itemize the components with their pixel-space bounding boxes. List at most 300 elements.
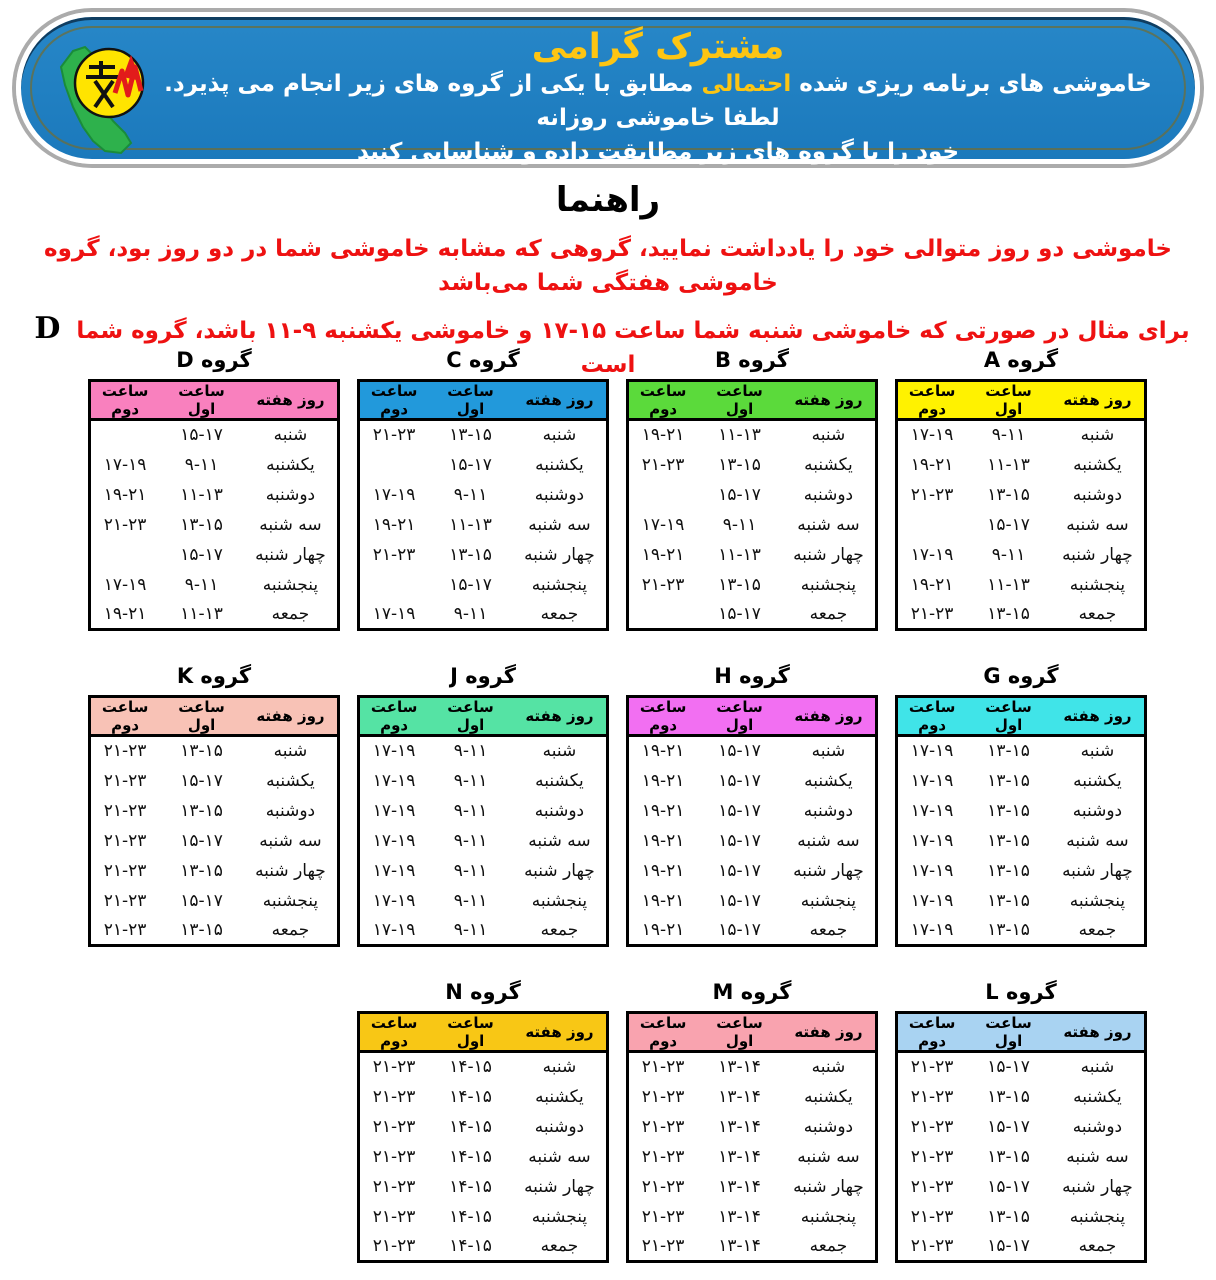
day-cell: جمعه <box>540 1235 579 1256</box>
first-hour-cell: ۱۳-۱۴ <box>718 1086 761 1107</box>
group-title-J: گروه J <box>450 664 516 688</box>
guide-line2-part1: برای مثال در صورتی که خاموشی شنبه شما ساعت ۱۵-۱۷ و خاموشی یکشنبه ۹-۱۱ باشد، گروه شما <box>76 318 1190 344</box>
first-hour-cell: ۹-۱۱ <box>453 830 488 851</box>
table-row <box>897 916 1146 946</box>
header-cell-hour2: ساعت دوم <box>628 381 698 420</box>
second-hour-cell: ۱۷-۱۹ <box>910 830 954 851</box>
group-title-A: گروه A <box>983 348 1059 372</box>
table-row <box>359 420 608 450</box>
table-row <box>359 570 608 600</box>
day-cell: شنبه <box>273 741 308 762</box>
second-hour-cell: ۲۱-۲۳ <box>910 1057 954 1078</box>
header-cell-hour2: ساعت دوم <box>359 1013 429 1052</box>
second-hour-cell: ۲۱-۲۳ <box>641 1116 685 1137</box>
table-row <box>90 600 339 630</box>
table-row <box>359 480 608 510</box>
day-cell: جمعه <box>540 603 579 624</box>
day-cell: شنبه <box>1080 741 1115 762</box>
example-group-letter: D <box>34 311 61 346</box>
day-cell: یکشنبه <box>266 454 315 475</box>
second-hour-cell: ۲۱-۲۳ <box>910 603 954 624</box>
day-cell: سه شنبه <box>1066 830 1129 851</box>
second-hour-cell: ۲۱-۲۳ <box>641 1086 685 1107</box>
header-cell-day: روز هفته <box>1051 1013 1146 1052</box>
first-hour-cell: ۹-۱۱ <box>991 425 1026 446</box>
day-cell: شنبه <box>811 741 846 762</box>
group-table-L <box>895 1011 1147 1263</box>
day-cell: پنجشنبه <box>531 574 588 595</box>
second-hour-cell: ۱۹-۲۱ <box>103 484 147 505</box>
group-H <box>626 664 878 947</box>
group-M <box>626 980 878 1263</box>
second-hour-cell: ۲۱-۲۳ <box>103 741 147 762</box>
header-cell-day: روز هفته <box>244 697 339 736</box>
second-hour-cell: ۱۹-۲۱ <box>641 890 685 911</box>
second-hour-cell: ۱۹-۲۱ <box>641 741 685 762</box>
first-hour-cell: ۱۴-۱۵ <box>449 1086 492 1107</box>
second-hour-cell: ۱۹-۲۱ <box>641 544 685 565</box>
header-cell-hour1: ساعت اول <box>428 697 513 736</box>
day-cell: پنجشنبه <box>800 574 857 595</box>
day-cell: جمعه <box>1078 919 1117 940</box>
first-hour-cell: ۱۱-۱۳ <box>718 425 761 446</box>
table-row <box>90 540 339 570</box>
header-row <box>897 697 1146 736</box>
table-row <box>628 886 877 916</box>
day-cell: سه شنبه <box>1066 514 1129 535</box>
banner-line1-highlight: احتمالی <box>701 71 792 97</box>
day-cell: شنبه <box>1080 1057 1115 1078</box>
second-hour-cell: ۲۱-۲۳ <box>910 1176 954 1197</box>
second-hour-cell: ۲۱-۲۳ <box>103 860 147 881</box>
group-C <box>357 348 609 631</box>
group-L <box>895 980 1147 1263</box>
table-row <box>90 570 339 600</box>
day-cell: دوشنبه <box>803 1116 854 1137</box>
banner-line2: خود را با گروه های زیر مطابقت داده و شناسایی کنید <box>356 139 960 165</box>
day-cell: یکشنبه <box>804 770 853 791</box>
first-hour-cell: ۱۳-۱۵ <box>718 574 761 595</box>
day-cell: دوشنبه <box>534 1116 585 1137</box>
day-cell: جمعه <box>809 1235 848 1256</box>
first-hour-cell: ۱۵-۱۷ <box>718 741 761 762</box>
day-cell: یکشنبه <box>535 454 584 475</box>
table-row <box>90 826 339 856</box>
header-cell-day: روز هفته <box>244 381 339 420</box>
header-cell-day: روز هفته <box>782 1013 877 1052</box>
second-hour-cell: ۱۷-۱۹ <box>910 770 954 791</box>
first-hour-cell: ۱۱-۱۳ <box>718 544 761 565</box>
second-hour-cell: ۲۱-۲۳ <box>641 1057 685 1078</box>
day-cell: سه شنبه <box>797 830 860 851</box>
day-cell: سه شنبه <box>259 514 322 535</box>
first-hour-cell: ۱۳-۱۵ <box>987 484 1030 505</box>
second-hour-cell: ۱۹-۲۱ <box>910 574 954 595</box>
day-cell: دوشنبه <box>803 800 854 821</box>
table-row <box>628 1112 877 1142</box>
table-row <box>90 450 339 480</box>
second-hour-cell: ۱۷-۱۹ <box>372 770 416 791</box>
day-cell: سه شنبه <box>1066 1146 1129 1167</box>
table-row <box>359 1112 608 1142</box>
first-hour-cell: ۱۳-۱۵ <box>180 800 223 821</box>
first-hour-cell: ۱۵-۱۷ <box>718 830 761 851</box>
header-cell-hour1: ساعت اول <box>159 381 244 420</box>
second-hour-cell: ۱۷-۱۹ <box>372 919 416 940</box>
second-hour-cell: ۲۱-۲۳ <box>910 1146 954 1167</box>
first-hour-cell: ۱۱-۱۳ <box>180 603 223 624</box>
first-hour-cell: ۱۵-۱۷ <box>987 1057 1030 1078</box>
banner-line1-part2: مطابق با یکی از گروه های زیر انجام می پذیرد. لطفا خاموشی روزانه <box>164 71 780 131</box>
day-cell: شنبه <box>811 1057 846 1078</box>
first-hour-cell: ۱۳-۱۵ <box>987 830 1030 851</box>
group-table-C <box>357 379 609 631</box>
table-row <box>90 766 339 796</box>
first-hour-cell: ۱۴-۱۵ <box>449 1057 492 1078</box>
first-hour-cell: ۱۳-۱۵ <box>987 919 1030 940</box>
guide-line1: خاموشی دو روز متوالی خود را یادداشت نمایید، گروهی که مشابه خاموشی شما در دو روز بود، گروه خاموشی هفتگی شما می‌باشد <box>44 236 1172 296</box>
second-hour-cell <box>628 600 698 630</box>
header-cell-hour1: ساعت اول <box>966 1013 1051 1052</box>
first-hour-cell: ۱۵-۱۷ <box>987 1235 1030 1256</box>
table-row <box>359 826 608 856</box>
table-row <box>359 766 608 796</box>
second-hour-cell <box>359 450 429 480</box>
day-cell: دوشنبه <box>1072 484 1123 505</box>
table-row <box>897 540 1146 570</box>
group-title-G: گروه G <box>983 664 1059 688</box>
group-table-B <box>626 379 878 631</box>
second-hour-cell: ۲۱-۲۳ <box>372 544 416 565</box>
table-row <box>628 510 877 540</box>
group-G <box>895 664 1147 947</box>
first-hour-cell: ۹-۱۱ <box>453 484 488 505</box>
day-cell: شنبه <box>542 1057 577 1078</box>
day-cell: چهار شنبه <box>1062 544 1133 565</box>
table-row <box>359 1202 608 1232</box>
first-hour-cell: ۱۵-۱۷ <box>987 1176 1030 1197</box>
second-hour-cell: ۲۱-۲۳ <box>641 1176 685 1197</box>
table-row <box>897 1232 1146 1262</box>
first-hour-cell: ۱۴-۱۵ <box>449 1116 492 1137</box>
table-row <box>359 916 608 946</box>
first-hour-cell: ۱۵-۱۷ <box>180 830 223 851</box>
header-row <box>359 1013 608 1052</box>
header-cell-hour2: ساعت دوم <box>359 697 429 736</box>
first-hour-cell: ۹-۱۱ <box>453 770 488 791</box>
table-row <box>359 736 608 766</box>
second-hour-cell: ۱۹-۲۱ <box>641 770 685 791</box>
group-title-D: گروه D <box>176 348 252 372</box>
day-cell: جمعه <box>809 603 848 624</box>
second-hour-cell: ۲۱-۲۳ <box>641 574 685 595</box>
table-row <box>897 510 1146 540</box>
first-hour-cell: ۱۵-۱۷ <box>180 770 223 791</box>
header-cell-hour2: ساعت دوم <box>628 697 698 736</box>
header-cell-hour2: ساعت دوم <box>628 1013 698 1052</box>
table-row <box>897 600 1146 630</box>
group-table-K <box>88 695 340 947</box>
header-cell-hour2: ساعت دوم <box>897 381 967 420</box>
second-hour-cell: ۲۱-۲۳ <box>372 1057 416 1078</box>
day-cell: دوشنبه <box>1072 1116 1123 1137</box>
second-hour-cell <box>359 570 429 600</box>
day-cell: جمعه <box>809 919 848 940</box>
table-row <box>628 1232 877 1262</box>
second-hour-cell: ۱۷-۱۹ <box>910 890 954 911</box>
header-cell-hour1: ساعت اول <box>159 697 244 736</box>
table-row <box>897 1112 1146 1142</box>
table-row <box>90 916 339 946</box>
day-cell: جمعه <box>540 919 579 940</box>
day-cell: پنجشنبه <box>800 890 857 911</box>
second-hour-cell: ۲۱-۲۳ <box>372 1146 416 1167</box>
table-row <box>90 480 339 510</box>
day-cell: چهار شنبه <box>793 1176 864 1197</box>
header-cell-day: روز هفته <box>513 1013 608 1052</box>
second-hour-cell: ۲۱-۲۳ <box>372 1206 416 1227</box>
table-row <box>359 510 608 540</box>
header-cell-hour1: ساعت اول <box>428 381 513 420</box>
day-cell: چهار شنبه <box>524 544 595 565</box>
second-hour-cell: ۲۱-۲۳ <box>372 1235 416 1256</box>
second-hour-cell <box>90 420 160 450</box>
table-row <box>359 1082 608 1112</box>
table-row <box>897 766 1146 796</box>
first-hour-cell: ۱۱-۱۳ <box>180 484 223 505</box>
first-hour-cell: ۱۳-۱۵ <box>987 603 1030 624</box>
first-hour-cell: ۱۳-۱۵ <box>987 860 1030 881</box>
first-hour-cell: ۱۳-۱۵ <box>987 741 1030 762</box>
first-hour-cell: ۱۳-۱۴ <box>718 1176 761 1197</box>
group-title-N: گروه N <box>445 980 521 1004</box>
day-cell: سه شنبه <box>797 514 860 535</box>
table-row <box>628 1052 877 1082</box>
group-table-D <box>88 379 340 631</box>
day-cell: جمعه <box>271 919 310 940</box>
first-hour-cell: ۱۱-۱۳ <box>449 514 492 535</box>
header-cell-hour2: ساعت دوم <box>90 697 160 736</box>
table-row <box>897 886 1146 916</box>
first-hour-cell: ۱۵-۱۷ <box>180 890 223 911</box>
table-row <box>628 1202 877 1232</box>
second-hour-cell: ۱۷-۱۹ <box>910 860 954 881</box>
second-hour-cell: ۲۱-۲۳ <box>910 1206 954 1227</box>
table-row <box>359 1052 608 1082</box>
day-cell: چهار شنبه <box>793 544 864 565</box>
day-cell: سه شنبه <box>259 830 322 851</box>
table-row <box>90 736 339 766</box>
power-company-logo-icon <box>43 41 165 163</box>
second-hour-cell: ۲۱-۲۳ <box>372 1086 416 1107</box>
first-hour-cell: ۱۵-۱۷ <box>718 484 761 505</box>
day-cell: شنبه <box>1080 425 1115 446</box>
first-hour-cell: ۱۵-۱۷ <box>718 603 761 624</box>
header-row <box>897 381 1146 420</box>
day-cell: چهار شنبه <box>255 860 326 881</box>
first-hour-cell: ۱۱-۱۳ <box>987 454 1030 475</box>
second-hour-cell: ۲۱-۲۳ <box>103 919 147 940</box>
second-hour-cell: ۱۷-۱۹ <box>372 890 416 911</box>
second-hour-cell: ۱۷-۱۹ <box>641 514 685 535</box>
first-hour-cell: ۱۳-۱۴ <box>718 1146 761 1167</box>
table-row <box>897 1142 1146 1172</box>
second-hour-cell: ۲۱-۲۳ <box>910 1116 954 1137</box>
day-cell: یکشنبه <box>1073 454 1122 475</box>
table-row <box>628 826 877 856</box>
day-cell: پنجشنبه <box>800 1206 857 1227</box>
first-hour-cell: ۹-۱۱ <box>184 454 219 475</box>
second-hour-cell: ۲۱-۲۳ <box>372 1176 416 1197</box>
table-row <box>628 796 877 826</box>
day-cell: یکشنبه <box>1073 1086 1122 1107</box>
second-hour-cell: ۲۱-۲۳ <box>103 514 147 535</box>
header-cell-hour1: ساعت اول <box>966 381 1051 420</box>
table-row <box>359 1232 608 1262</box>
second-hour-cell: ۱۷-۱۹ <box>372 860 416 881</box>
header-cell-day: روز هفته <box>782 697 877 736</box>
table-row <box>897 1202 1146 1232</box>
group-title-C: گروه C <box>446 348 520 372</box>
first-hour-cell: ۱۳-۱۵ <box>180 741 223 762</box>
second-hour-cell: ۱۷-۱۹ <box>372 484 416 505</box>
first-hour-cell: ۱۵-۱۷ <box>449 574 492 595</box>
table-row <box>359 796 608 826</box>
second-hour-cell: ۱۷-۱۹ <box>372 830 416 851</box>
first-hour-cell: ۱۳-۱۵ <box>180 860 223 881</box>
first-hour-cell: ۱۵-۱۷ <box>718 860 761 881</box>
first-hour-cell: ۹-۱۱ <box>453 890 488 911</box>
first-hour-cell: ۹-۱۱ <box>453 603 488 624</box>
first-hour-cell: ۱۵-۱۷ <box>180 544 223 565</box>
first-hour-cell: ۱۵-۱۷ <box>449 454 492 475</box>
header-row <box>359 697 608 736</box>
first-hour-cell: ۱۳-۱۵ <box>180 919 223 940</box>
banner-line1 <box>161 67 1155 135</box>
table-row <box>90 886 339 916</box>
header-row <box>359 381 608 420</box>
day-cell: یکشنبه <box>804 1086 853 1107</box>
group-title-M: گروه M <box>712 980 792 1004</box>
day-cell: چهار شنبه <box>793 860 864 881</box>
day-cell: یکشنبه <box>1073 770 1122 791</box>
schedule-tables-grid <box>88 348 1147 1263</box>
table-row <box>897 856 1146 886</box>
table-row <box>897 1052 1146 1082</box>
table-row <box>628 600 877 630</box>
day-cell: پنجشنبه <box>262 890 319 911</box>
first-hour-cell: ۱۳-۱۵ <box>180 514 223 535</box>
header-cell-day: روز هفته <box>513 697 608 736</box>
second-hour-cell: ۱۷-۱۹ <box>372 741 416 762</box>
first-hour-cell: ۱۳-۱۵ <box>987 1146 1030 1167</box>
day-cell: چهار شنبه <box>524 860 595 881</box>
table-row <box>628 1142 877 1172</box>
header-row <box>628 1013 877 1052</box>
first-hour-cell: ۱۳-۱۵ <box>987 1086 1030 1107</box>
first-hour-cell: ۱۴-۱۵ <box>449 1235 492 1256</box>
header-row <box>628 697 877 736</box>
second-hour-cell: ۲۱-۲۳ <box>641 1206 685 1227</box>
header-cell-hour2: ساعت دوم <box>897 1013 967 1052</box>
group-K <box>88 664 340 947</box>
day-cell: سه شنبه <box>528 830 591 851</box>
banner-text-block <box>161 17 1155 169</box>
day-cell: دوشنبه <box>534 484 585 505</box>
second-hour-cell: ۱۷-۱۹ <box>103 454 147 475</box>
day-cell: چهار شنبه <box>524 1176 595 1197</box>
table-row <box>897 796 1146 826</box>
table-row <box>628 766 877 796</box>
table-row <box>897 480 1146 510</box>
second-hour-cell: ۲۱-۲۳ <box>910 484 954 505</box>
day-cell: پنجشنبه <box>1069 574 1126 595</box>
day-cell: یکشنبه <box>535 1086 584 1107</box>
header-cell-hour1: ساعت اول <box>966 697 1051 736</box>
first-hour-cell: ۱۱-۱۳ <box>987 574 1030 595</box>
day-cell: سه شنبه <box>528 514 591 535</box>
header-cell-hour2: ساعت دوم <box>897 697 967 736</box>
first-hour-cell: ۹-۱۱ <box>991 544 1026 565</box>
table-row <box>897 826 1146 856</box>
group-table-H <box>626 695 878 947</box>
first-hour-cell: ۱۳-۱۵ <box>987 1206 1030 1227</box>
second-hour-cell: ۲۱-۲۳ <box>103 890 147 911</box>
table-row <box>628 1082 877 1112</box>
group-J <box>357 664 609 947</box>
day-cell: جمعه <box>1078 1235 1117 1256</box>
second-hour-cell: ۲۱-۲۳ <box>103 800 147 821</box>
first-hour-cell: ۱۵-۱۷ <box>987 514 1030 535</box>
second-hour-cell: ۲۱-۲۳ <box>372 425 416 446</box>
table-row <box>359 540 608 570</box>
table-row <box>90 796 339 826</box>
first-hour-cell: ۹-۱۱ <box>453 919 488 940</box>
first-hour-cell: ۹-۱۱ <box>722 514 757 535</box>
first-hour-cell: ۹-۱۱ <box>184 574 219 595</box>
second-hour-cell: ۲۱-۲۳ <box>641 454 685 475</box>
banner-title: مشترک گرامی <box>531 27 785 67</box>
group-table-M <box>626 1011 878 1263</box>
table-row <box>628 540 877 570</box>
second-hour-cell <box>897 510 967 540</box>
second-hour-cell: ۱۹-۲۱ <box>641 425 685 446</box>
day-cell: شنبه <box>542 425 577 446</box>
day-cell: جمعه <box>271 603 310 624</box>
group-title-K: گروه K <box>176 664 252 688</box>
second-hour-cell: ۱۹-۲۱ <box>641 860 685 881</box>
group-B <box>626 348 878 631</box>
header-cell-day: روز هفته <box>513 381 608 420</box>
first-hour-cell: ۱۵-۱۷ <box>718 800 761 821</box>
second-hour-cell: ۲۱-۲۳ <box>372 1116 416 1137</box>
first-hour-cell: ۱۴-۱۵ <box>449 1206 492 1227</box>
first-hour-cell: ۱۳-۱۵ <box>449 544 492 565</box>
table-row <box>897 1172 1146 1202</box>
table-row <box>359 450 608 480</box>
group-table-G <box>895 695 1147 947</box>
second-hour-cell <box>628 480 698 510</box>
table-row <box>359 886 608 916</box>
second-hour-cell: ۲۱-۲۳ <box>103 830 147 851</box>
first-hour-cell: ۱۵-۱۷ <box>180 425 223 446</box>
group-title-L: گروه L <box>985 980 1057 1004</box>
table-row <box>628 570 877 600</box>
first-hour-cell: ۱۵-۱۷ <box>987 1116 1030 1137</box>
first-hour-cell: ۱۵-۱۷ <box>718 890 761 911</box>
header-row <box>90 381 339 420</box>
table-row <box>897 736 1146 766</box>
